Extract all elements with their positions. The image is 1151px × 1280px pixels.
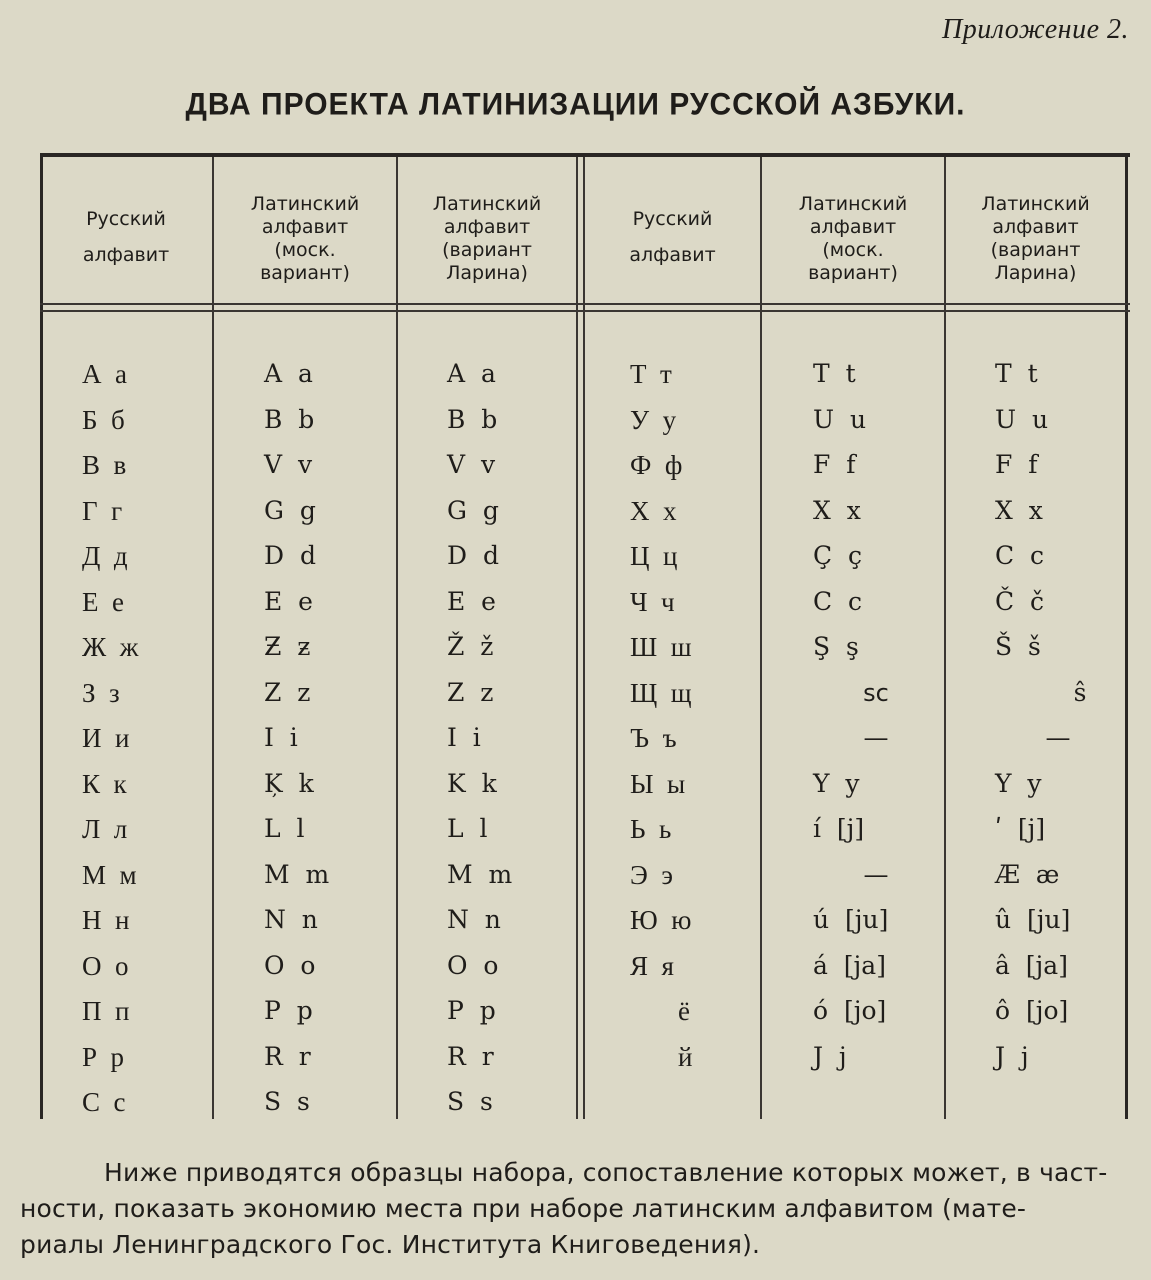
left-row-15-col-3: P p <box>447 996 496 1025</box>
right-row-15-col-3: ô [jo] <box>995 996 1069 1025</box>
left-row-17-col-3: S s <box>447 1087 493 1116</box>
right-row-3-col-3: F f <box>995 450 1038 479</box>
right-row-16-col-1: й <box>678 1041 693 1072</box>
right-row-12-col-1: Э э <box>630 859 673 890</box>
left-row-9-col-2: I i <box>264 723 298 752</box>
header-latin-larin-2: Латинский алфавит (вариант Ларина) <box>981 193 1090 284</box>
header-separator <box>40 303 1130 312</box>
right-row-10-col-2: Y y <box>813 768 860 798</box>
left-row-6-col-1: Е е <box>82 586 124 617</box>
right-row-8-col-3: ŝ <box>1073 677 1087 707</box>
right-row-6-col-2: C c <box>813 586 863 616</box>
left-row-9-col-3: I i <box>447 723 481 752</box>
right-row-10-col-1: Ы ы <box>630 768 686 799</box>
left-row-4-col-2: G g <box>264 495 316 525</box>
right-row-12-col-2: — <box>863 859 889 889</box>
left-row-13-col-3: N n <box>447 905 501 934</box>
left-row-8-col-1: З з <box>82 677 120 708</box>
right-row-12-col-3: Æ æ <box>995 859 1060 889</box>
right-row-16-col-2: J j <box>813 1041 847 1071</box>
appendix-label: Приложение 2. <box>942 14 1129 45</box>
left-row-12-col-2: M m <box>264 859 330 889</box>
left-row-16-col-3: R r <box>447 1041 494 1071</box>
left-row-15-col-1: П п <box>82 996 130 1026</box>
left-row-8-col-2: Z z <box>264 677 311 707</box>
right-row-7-col-3: Š š <box>995 632 1041 661</box>
right-row-13-col-1: Ю ю <box>630 905 692 935</box>
right-row-4-col-1: Х х <box>630 495 677 526</box>
left-row-1-col-2: A a <box>264 359 313 388</box>
left-row-3-col-3: V v <box>447 450 496 479</box>
right-row-7-col-2: Ş ş <box>813 632 859 661</box>
left-row-3-col-1: В в <box>82 450 127 480</box>
table-border-right <box>1125 157 1128 1119</box>
left-row-13-col-2: N n <box>264 905 318 934</box>
left-row-3-col-2: V v <box>264 450 313 479</box>
left-row-10-col-3: K k <box>447 768 497 798</box>
left-row-11-col-2: L l <box>264 814 305 843</box>
page-title: ДВА ПРОЕКТА ЛАТИНИЗАЦИИ РУССКОЙ АЗБУКИ. <box>185 87 966 122</box>
header-latin-larin: Латинский алфавит (вариант Ларина) <box>432 193 542 284</box>
right-row-3-col-2: F f <box>813 450 856 479</box>
right-row-6-col-1: Ч ч <box>630 586 675 617</box>
right-row-13-col-2: ú [ju] <box>813 905 889 934</box>
right-row-9-col-3: — <box>1045 723 1071 752</box>
right-row-11-col-3: ʹ [j] <box>995 814 1046 843</box>
right-row-11-col-1: Ь ь <box>630 814 672 844</box>
left-row-16-col-1: Р р <box>82 1041 125 1072</box>
right-row-4-col-3: X x <box>995 495 1043 525</box>
left-row-8-col-3: Z z <box>447 677 494 707</box>
right-row-4-col-2: X x <box>813 495 861 525</box>
left-row-2-col-2: B b <box>264 404 315 434</box>
left-row-14-col-3: O o <box>447 950 499 980</box>
left-row-2-col-1: Б б <box>82 404 125 435</box>
right-row-5-col-3: C c <box>995 541 1045 570</box>
left-row-11-col-1: Л л <box>82 814 128 844</box>
left-row-5-col-2: D d <box>264 541 316 570</box>
left-row-4-col-1: Г г <box>82 495 123 526</box>
left-row-16-col-2: R r <box>264 1041 311 1071</box>
right-row-1-col-1: Т т <box>630 359 672 389</box>
footer-line: Ниже приводятся образцы набора, сопоставление которых может, в част- <box>104 1158 1108 1187</box>
header-latin-moscow-2: Латинский алфавит (моск. вариант) <box>798 193 908 284</box>
left-row-17-col-2: S s <box>264 1087 310 1116</box>
left-row-15-col-2: P p <box>264 996 313 1025</box>
left-row-12-col-3: M m <box>447 859 513 889</box>
left-row-1-col-3: A a <box>447 359 496 388</box>
right-row-7-col-1: Ш ш <box>630 632 692 662</box>
left-row-6-col-3: E e <box>447 586 496 616</box>
left-row-1-col-1: А а <box>82 359 127 389</box>
right-row-11-col-2: í [j] <box>813 814 865 843</box>
right-row-15-col-2: ó [jo] <box>813 996 887 1025</box>
footer-paragraph <box>20 1155 1131 1263</box>
right-row-14-col-3: â [ja] <box>995 950 1068 980</box>
header-russian-alphabet: Русский алфавит <box>82 207 170 266</box>
right-row-2-col-1: У у <box>630 404 677 435</box>
right-row-2-col-3: U u <box>995 404 1049 434</box>
left-row-7-col-2: Ƶ ƶ <box>264 632 311 661</box>
right-row-8-col-2: sc <box>863 678 889 707</box>
left-row-7-col-3: Ž ž <box>447 632 494 661</box>
table-border-left <box>40 157 43 1119</box>
left-row-11-col-3: L l <box>447 814 488 843</box>
right-row-2-col-2: U u <box>813 404 867 434</box>
right-row-8-col-1: Щ щ <box>630 677 692 708</box>
left-row-12-col-1: М м <box>82 859 137 890</box>
left-row-7-col-1: Ж ж <box>82 632 139 662</box>
right-row-1-col-2: T t <box>813 359 856 388</box>
right-row-3-col-1: Ф ф <box>630 450 683 480</box>
left-row-14-col-1: О о <box>82 950 129 981</box>
left-row-17-col-1: С с <box>82 1087 126 1117</box>
left-row-4-col-3: G g <box>447 495 499 525</box>
right-row-14-col-1: Я я <box>630 950 674 981</box>
right-row-13-col-3: û [ju] <box>995 905 1071 934</box>
left-row-2-col-3: B b <box>447 404 498 434</box>
left-row-10-col-1: К к <box>82 768 127 799</box>
right-row-6-col-3: Č č <box>995 586 1045 616</box>
left-row-5-col-3: D d <box>447 541 499 570</box>
left-row-9-col-1: И и <box>82 723 130 753</box>
center-double-divider <box>576 157 585 1119</box>
left-row-6-col-2: E e <box>264 586 313 616</box>
right-row-10-col-3: Y y <box>995 768 1042 798</box>
right-row-14-col-2: á [ja] <box>813 950 886 980</box>
alphabet-table <box>40 153 1130 1119</box>
left-row-5-col-1: Д д <box>82 541 128 571</box>
header-russian-alphabet-2: Русский алфавит <box>629 207 716 266</box>
right-row-9-col-2: — <box>863 723 889 752</box>
right-row-5-col-2: Ç ç <box>813 541 863 570</box>
left-row-13-col-1: Н н <box>82 905 130 935</box>
footer-line: риалы Ленинградского Гос. Института Книговедения). <box>20 1230 761 1259</box>
right-row-15-col-1: ё <box>678 996 690 1026</box>
left-row-10-col-2: Ķ k <box>264 768 314 798</box>
left-row-14-col-2: O o <box>264 950 316 980</box>
header-latin-moscow: Латинский алфавит (моск. вариант) <box>250 193 360 284</box>
right-row-1-col-3: T t <box>995 359 1038 388</box>
footer-line: ности, показать экономию места при наборе латинским алфавитом (мате- <box>20 1194 1027 1223</box>
right-row-16-col-3: J j <box>995 1041 1029 1071</box>
right-row-9-col-1: Ъ ъ <box>630 723 677 753</box>
right-row-5-col-1: Ц ц <box>630 541 678 571</box>
